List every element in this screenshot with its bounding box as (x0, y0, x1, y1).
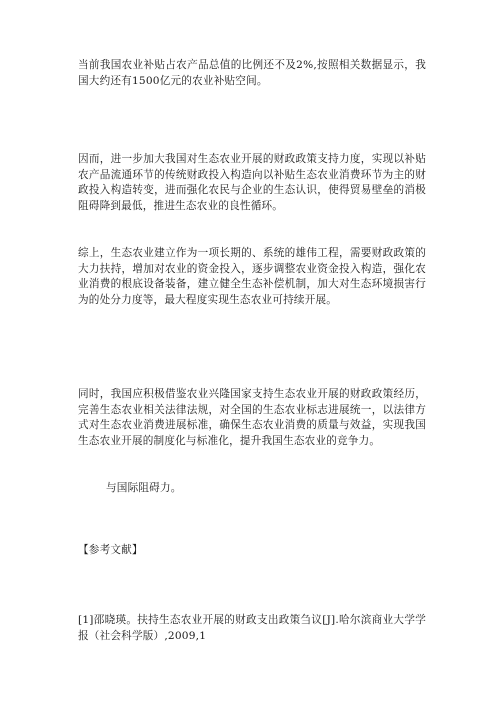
paragraph-agricultural-subsidy: 当前我国农业补贴占农产品总值的比例还不及2%,按照相关数据显示，我国大约还有1500亿元的农业补贴空间。 (78, 59, 426, 87)
paragraph-summary: 综上，生态农业建立作为一项长期的、系统的雄伟工程，需要财政政策的大力扶持，增加对农业的资金投入，逐步调整农业资金投入构造，强化农业消费的根底设备装备，建立健全生态补偿机制，加大对生态环境损害行为的处分力度等，最大程度实现生态农业可持续开展。 (78, 247, 426, 306)
paragraph-legal-framework: 同时，我国应积极借鉴农业兴隆国家支持生态农业开展的财政政策经历，完善生态农业相关法律法规，对全国的生态农业标志进展统一，以法律方式对生态农业消费进展标准，确保生态农业消费的质量与效益，实现我国生态农业开展的制度化与标准化，提升我国生态农业的竞争力。 (78, 388, 426, 447)
reference-item: [1]邵晓瑛。扶持生态农业开展的财政支出政策刍议[J].哈尔滨商业大学学报（社会科学版）,2009,1 (78, 614, 426, 642)
paragraph-fragment: 与国际阻碍力。 (106, 482, 182, 494)
paragraph-fiscal-support: 因而，进一步加大我国对生态农业开展的财政政策支持力度，实现以补贴农产品流通环节的传统财政投入构造向以补贴生态农业消费环节为主的财政投入构造转变，进而强化农民与企业的生态认识，使得贸易壁垒的消极阻碍降到最低，推进生态农业的良性循环。 (78, 153, 426, 212)
references-heading: 【参考文献】 (78, 544, 143, 556)
